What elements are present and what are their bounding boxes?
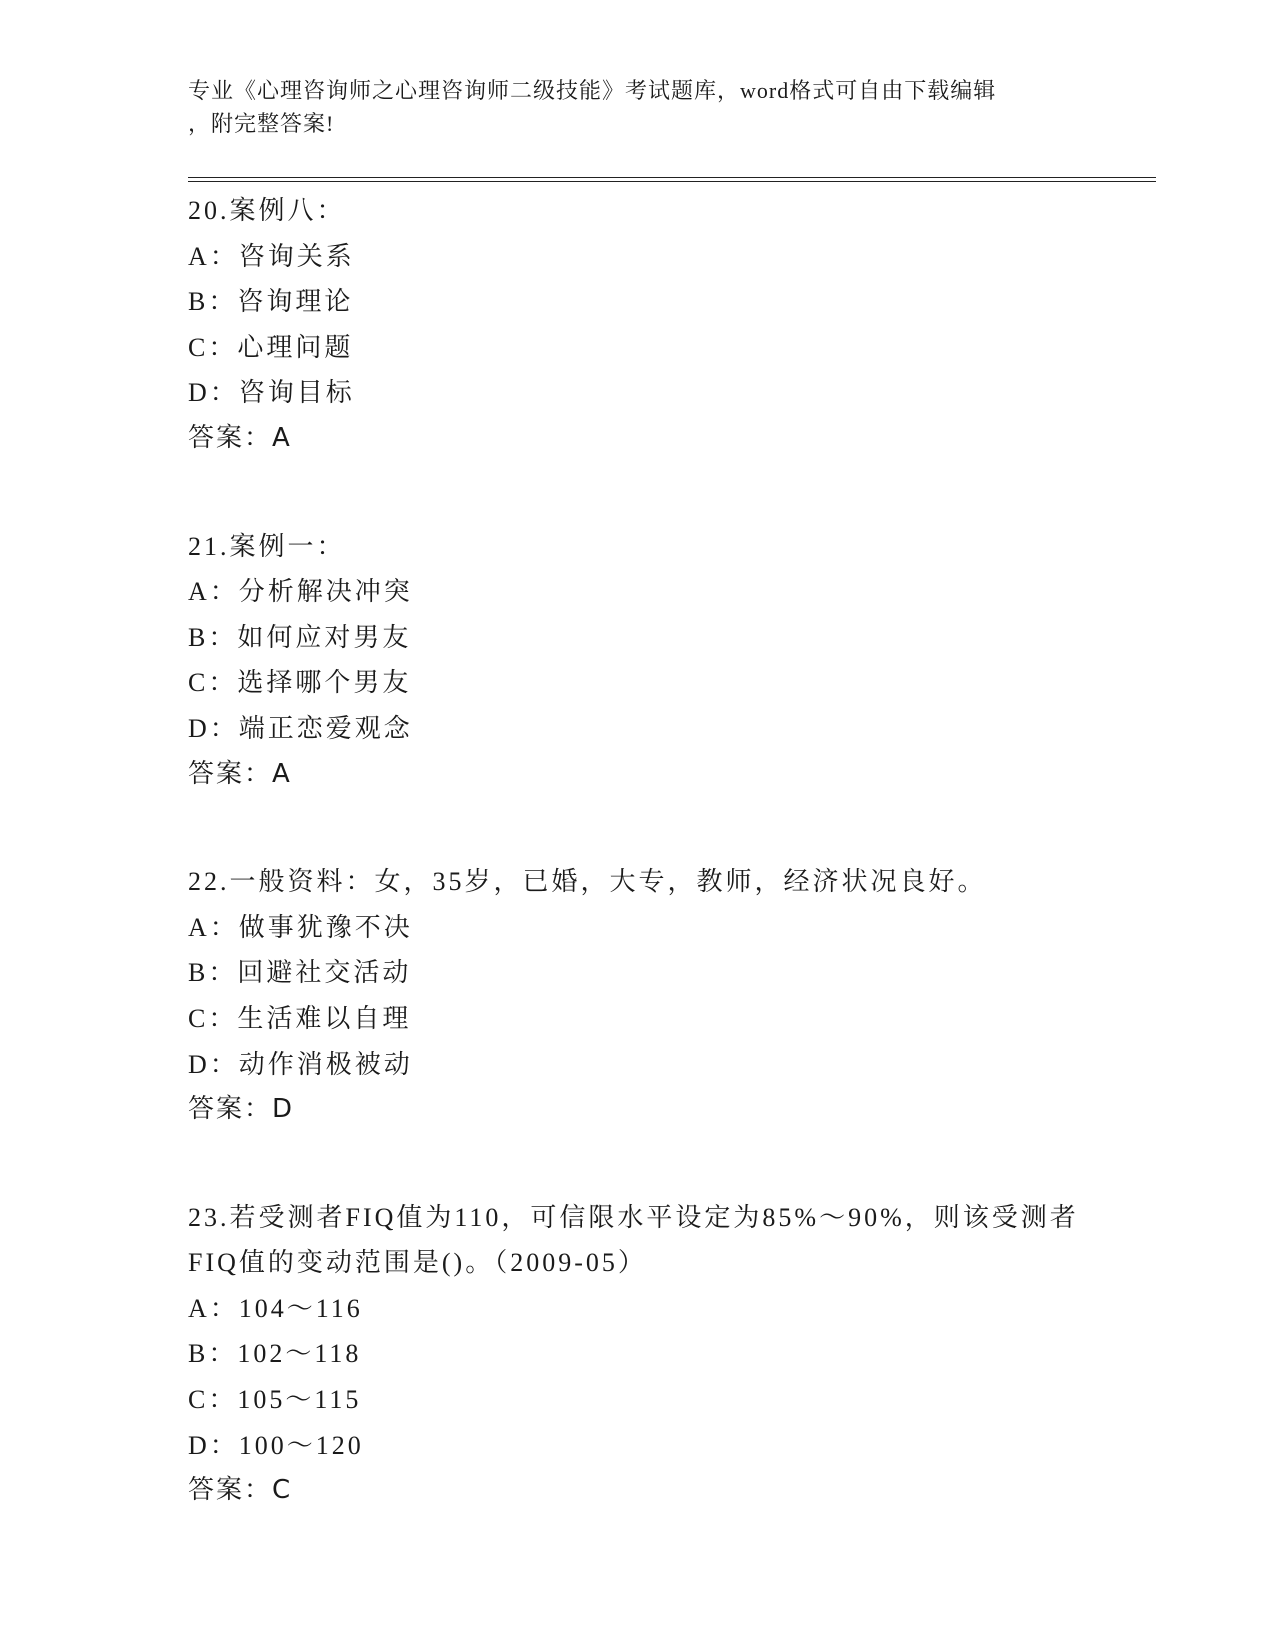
option-d: D：端正恋爱观念 xyxy=(188,713,413,743)
header-divider-top xyxy=(188,177,1156,178)
question-stem-line-1: 23.若受测者FIQ值为110，可信限水平设定为85%～90%，则该受测者 xyxy=(188,1202,1079,1232)
answer-label: 答案：A xyxy=(188,422,292,453)
question-23 xyxy=(188,1195,1148,1514)
question-21 xyxy=(188,524,1148,798)
option-a: A：做事犹豫不决 xyxy=(188,912,413,942)
option-c: C：105～115 xyxy=(188,1385,362,1415)
option-d: D：咨询目标 xyxy=(188,378,355,408)
option-c: C：选择哪个男友 xyxy=(188,668,412,698)
option-b: B：咨询理论 xyxy=(188,287,354,317)
header-title-line-2: ，附完整答案! xyxy=(188,111,335,136)
answer-label: 答案：D xyxy=(188,1094,295,1125)
option-a: A：咨询关系 xyxy=(188,241,355,271)
document-header xyxy=(188,74,1088,140)
header-title-line-1: 专业《心理咨询师之心理咨询师二级技能》考试题库，word格式可自由下载编辑 xyxy=(188,78,997,103)
answer-label: 答案：A xyxy=(188,758,292,789)
option-a: A：104～116 xyxy=(188,1293,363,1323)
option-b: B：回避社交活动 xyxy=(188,958,412,988)
option-a: A：分析解决冲突 xyxy=(188,577,413,607)
option-b: B：102～118 xyxy=(188,1339,362,1369)
header-divider-bottom xyxy=(188,181,1156,182)
question-stem: 22.一般资料：女，35岁，已婚，大专，教师，经济状况良好。 xyxy=(188,867,987,897)
question-22 xyxy=(188,859,1148,1133)
option-d: D：动作消极被动 xyxy=(188,1049,413,1079)
question-stem: 20.案例八： xyxy=(188,196,346,225)
option-c: C：生活难以自理 xyxy=(188,1003,412,1033)
question-stem: 21.案例一： xyxy=(188,531,346,561)
question-20 xyxy=(188,188,1148,462)
option-b: B：如何应对男友 xyxy=(188,622,412,652)
option-d: D：100～120 xyxy=(188,1430,364,1460)
answer-label: 答案：C xyxy=(188,1475,293,1506)
question-stem-line-2: FIQ值的变动范围是()。（2009-05） xyxy=(188,1248,647,1278)
question-list xyxy=(188,188,1148,1514)
option-c: C：心理问题 xyxy=(188,332,354,362)
